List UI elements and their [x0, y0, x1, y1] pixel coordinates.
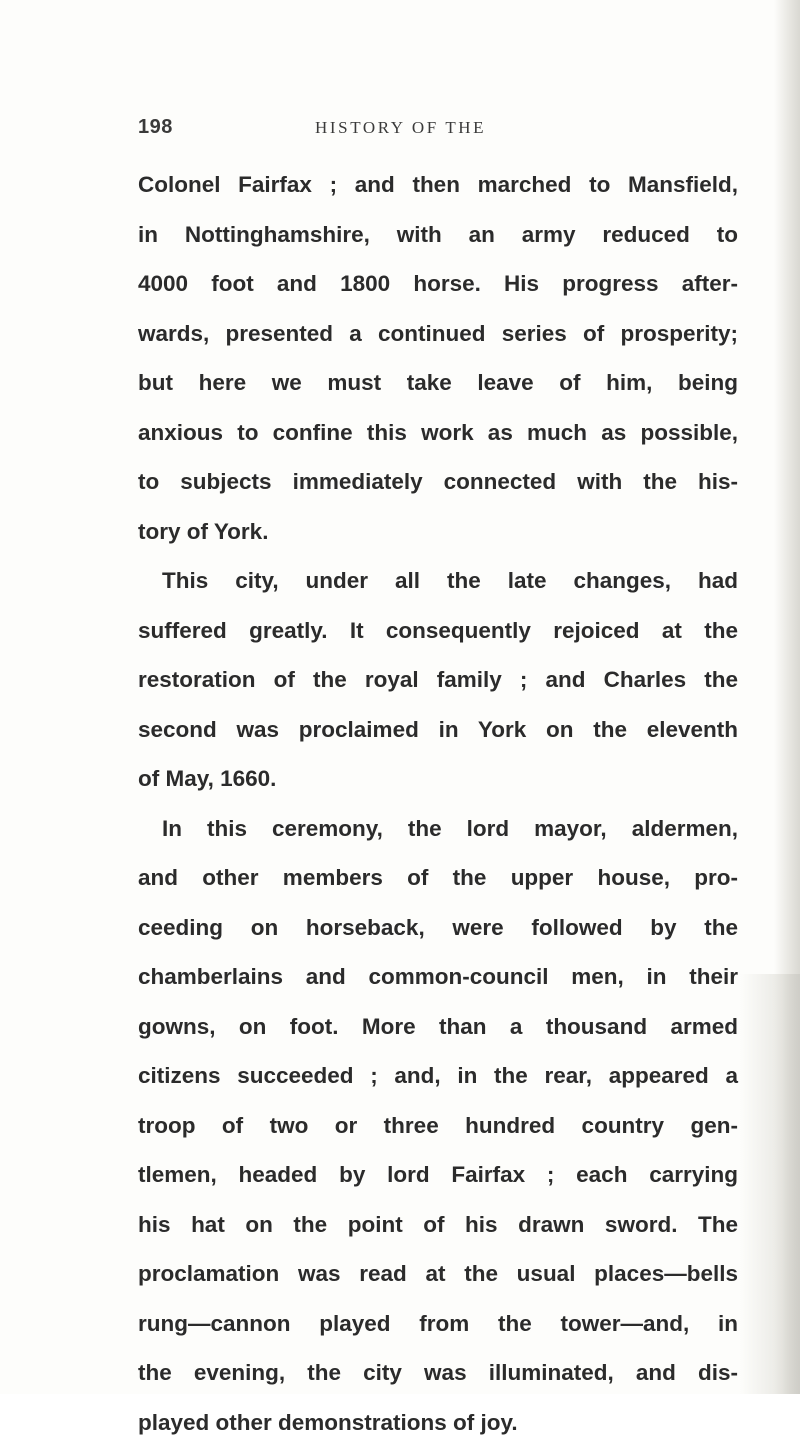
- text-line: played other demonstrations of joy.: [138, 1398, 738, 1447]
- text-line: but here we must take leave of him, being: [138, 358, 738, 408]
- text-line: troop of two or three hundred country gen-: [138, 1101, 738, 1151]
- text-line: gowns, on foot. More than a thousand armed: [138, 1002, 738, 1052]
- text-line: of May, 1660.: [138, 754, 738, 804]
- text-line: suffered greatly. It consequently rejoiced at the: [138, 606, 738, 656]
- text-line: rung—cannon played from the tower—and, in: [138, 1299, 738, 1349]
- text-line: 4000 foot and 1800 horse. His progress after-: [138, 259, 738, 309]
- text-line: wards, presented a continued series of prosperity;: [138, 309, 738, 359]
- text-line: the evening, the city was illuminated, and dis-: [138, 1348, 738, 1398]
- page-number: 198: [138, 116, 173, 139]
- text-line: anxious to confine this work as much as possible,: [138, 408, 738, 458]
- body-text: [138, 160, 738, 1447]
- text-line: Colonel Fairfax ; and then marched to Mansfield,: [138, 160, 738, 210]
- text-line: tlemen, headed by lord Fairfax ; each carrying: [138, 1150, 738, 1200]
- text-line: citizens succeeded ; and, in the rear, appeared a: [138, 1051, 738, 1101]
- page-edge-shadow-bottom: [740, 974, 800, 1394]
- text-line: restoration of the royal family ; and Charles the: [138, 655, 738, 705]
- text-line: his hat on the point of his drawn sword. The: [138, 1200, 738, 1250]
- text-line: in Nottinghamshire, with an army reduced to: [138, 210, 738, 260]
- text-line: second was proclaimed in York on the eleventh: [138, 705, 738, 755]
- page-header: [138, 108, 748, 148]
- text-line: tory of York.: [138, 507, 738, 557]
- text-line: and other members of the upper house, pro-: [138, 853, 738, 903]
- text-line: This city, under all the late changes, had: [138, 556, 738, 606]
- text-line: proclamation was read at the usual places—bells: [138, 1249, 738, 1299]
- text-line: chamberlains and common-council men, in their: [138, 952, 738, 1002]
- text-line: ceeding on horseback, were followed by the: [138, 903, 738, 953]
- text-line: to subjects immediately connected with the his-: [138, 457, 738, 507]
- text-line: In this ceremony, the lord mayor, aldermen,: [138, 804, 738, 854]
- running-head: HISTORY OF THE: [315, 118, 486, 138]
